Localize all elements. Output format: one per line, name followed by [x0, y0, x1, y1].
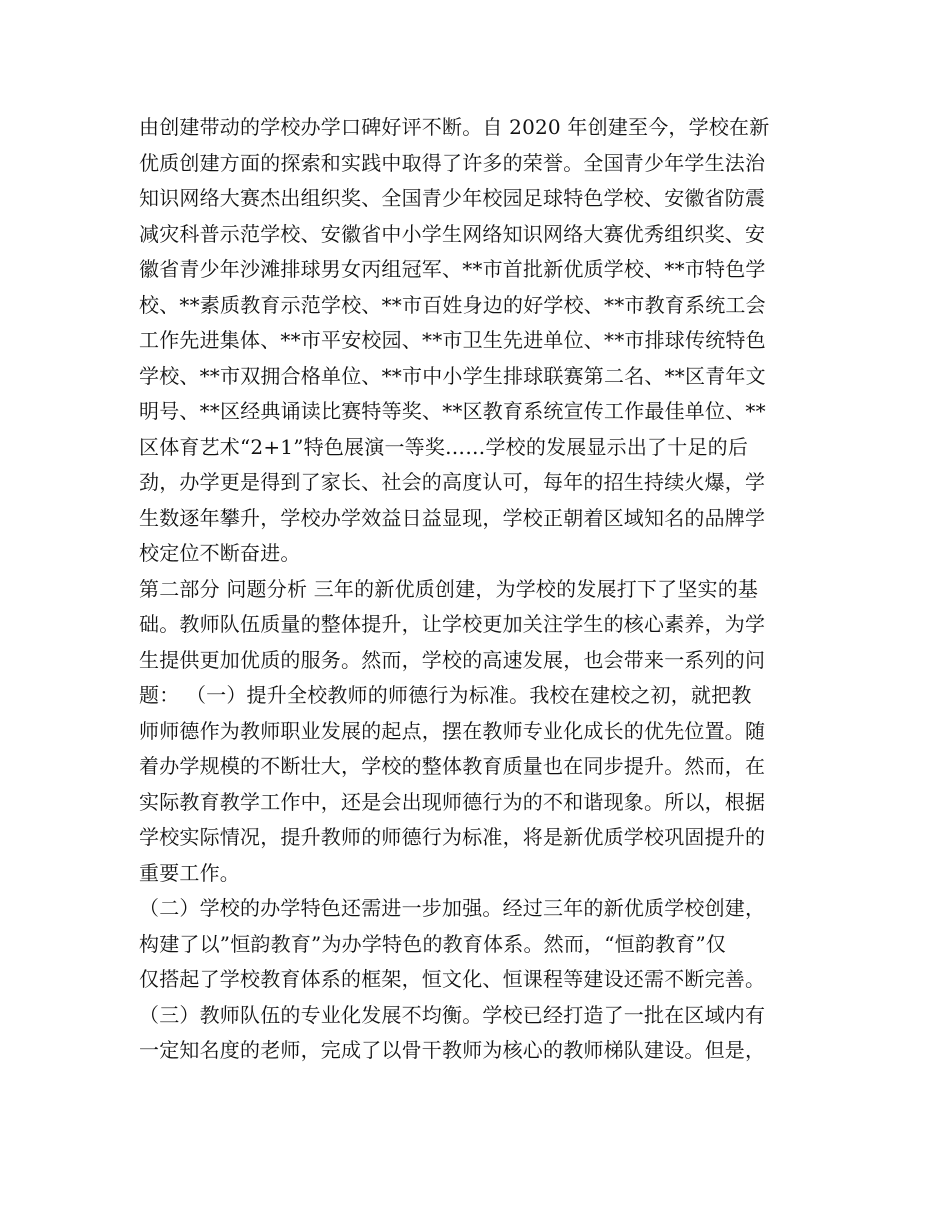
text-line: 础。教师队伍质量的整体提升，让学校更加关注学生的核心素养，为学	[139, 612, 766, 636]
text-line: 学校、**市双拥合格单位、**市中小学生排球联赛第二名、**区青年文	[139, 363, 766, 388]
text-line: （二）学校的办学特色还需进一步加强。经过三年的新优质学校创建，	[139, 896, 766, 920]
text-line: 校定位不断奋进。	[139, 541, 301, 565]
section-heading-line: 第二部分 问题分析 三年的新优质创建，为学校的发展打下了坚实的基	[139, 576, 759, 601]
text-line: （三）教师队伍的专业化发展不均衡。学校已经打造了一批在区域内有	[139, 1002, 766, 1027]
text-line: 劲，办学更是得到了家长、社会的高度认可，每年的招生持续火爆，学	[139, 470, 766, 494]
text-line: 实际教育教学工作中，还是会出现师德行为的不和谐现象。所以，根据	[139, 789, 766, 814]
text-line: 区体育艺术“2+1”特色展演一等奖……学校的发展显示出了十足的后	[139, 434, 749, 459]
text-line: 优质创建方面的探索和实践中取得了许多的荣誉。全国青少年学生法治	[139, 150, 766, 175]
text-line: 减灾科普示范学校、安徽省中小学生网络知识网络大赛优秀组织奖、安	[139, 221, 766, 246]
text-line: 生数逐年攀升，学校办学效益日益显现，学校正朝着区域知名的品牌学	[139, 505, 766, 530]
text-line: 生提供更加优质的服务。然而，学校的高速发展，也会带来一系列的问	[139, 647, 766, 672]
text-line: 明号、**区经典诵读比赛特等奖、**区教育系统宣传工作最佳单位、**	[139, 399, 766, 423]
text-line: 仅搭起了学校教育体系的框架，恒文化、恒课程等建设还需不断完善。	[139, 967, 766, 991]
text-line: 着办学规模的不断壮大，学校的整体教育质量也在同步提升。然而，在	[139, 754, 766, 778]
text-line: 知识网络大赛杰出组织奖、全国青少年校园足球特色学校、安徽省防震	[139, 186, 766, 210]
text-line: 重要工作。	[139, 860, 240, 885]
text-line: 师师德作为教师职业发展的起点，摆在教师专业化成长的优先位置。随	[139, 718, 766, 743]
text-line: 一定知名度的老师，完成了以骨干教师为核心的教师梯队建设。但是，	[139, 1038, 766, 1062]
text-line: 徽省青少年沙滩排球男女丙组冠军、**市首批新优质学校、**市特色学	[139, 257, 766, 281]
text-line: 学校实际情况，提升教师的师德行为标准，将是新优质学校巩固提升的	[139, 825, 766, 849]
text-line: 由创建带动的学校办学口碑好评不断。自 2020 年创建至今，学校在新	[139, 115, 770, 139]
body-text	[139, 110, 819, 1069]
text-line: 题： （一）提升全校教师的师德行为标准。我校在建校之初，就把教	[139, 683, 752, 707]
text-line: 校、**素质教育示范学校、**市百姓身边的好学校、**市教育系统工会	[139, 292, 766, 317]
text-line: 工作先进集体、**市平安校园、**市卫生先进单位、**市排球传统特色	[139, 328, 766, 352]
text-line: 构建了以”恒韵教育”为办学特色的教育体系。然而，“恒韵教育”仅	[139, 931, 727, 956]
